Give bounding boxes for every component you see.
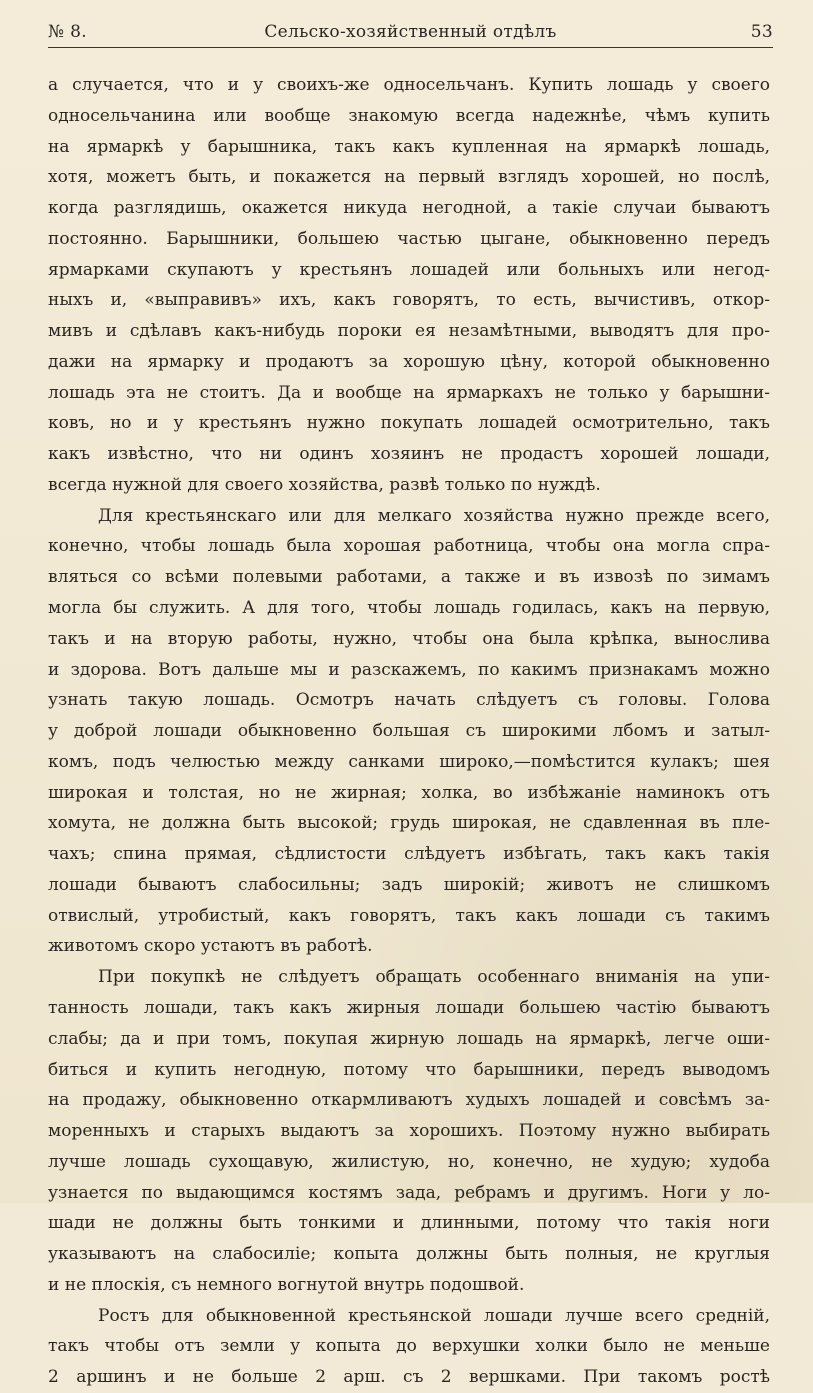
- text-line: Ростъ для обыкновенной крестьянской лошади лучше всего средній,: [98, 1305, 770, 1326]
- text-line: дажи на ярмарку и продаютъ за хорошую цѣну, которой обыкновенно: [48, 351, 770, 372]
- text-line: мивъ и сдѣлавъ какъ-нибудь пороки ея незамѣтными, выводятъ для про-: [48, 321, 770, 342]
- text-line: какъ извѣстно, что ни одинъ хозяинъ не продастъ хорошей лошади,: [48, 444, 770, 465]
- text-line: Для крестьянскаго или для мелкаго хозяйства нужно прежде всего,: [98, 505, 770, 526]
- text-line: отвислый, утробистый, какъ говорятъ, такъ какъ лошади съ такимъ: [48, 905, 770, 926]
- text-line: постоянно. Барышники, большею частью цыгане, обыкновенно передъ: [48, 228, 770, 249]
- text-line: При покупкѣ не слѣдуетъ обращать особеннаго вниманія на упи-: [98, 967, 770, 988]
- body-text: [48, 70, 770, 1393]
- page-number: 53: [750, 22, 773, 42]
- text-line: комъ, подъ челюстью между санками широко,—помѣстится кулакъ; шея: [48, 751, 770, 772]
- text-line: узнать такую лошадь. Осмотръ начать слѣдуетъ съ головы. Голова: [48, 690, 770, 711]
- text-line: такъ чтобы отъ земли у копыта до верхушки холки было не меньше: [48, 1336, 770, 1357]
- text-line: 2 аршинъ и не больше 2 арш. съ 2 вершками. При такомъ ростѣ: [48, 1367, 770, 1388]
- text-line: слабы; да и при томъ, покупая жирную лошадь на ярмаркѣ, легче оши-: [48, 1028, 770, 1049]
- running-head: [48, 20, 773, 46]
- text-line: всегда нужной для своего хозяйства, развѣ только по нуждѣ.: [48, 474, 601, 495]
- text-line: вляться со всѣми полевыми работами, а также и въ извозѣ по зимамъ: [48, 567, 770, 588]
- text-line: лучше лошадь сухощавую, жилистую, но, конечно, не худую; худоба: [48, 1151, 770, 1172]
- text-line: односельчанина или вообще знакомую всегда надежнѣе, чѣмъ купить: [48, 105, 770, 126]
- text-line: узнается по выдающимся костямъ зада, ребрамъ и другимъ. Ноги у ло-: [48, 1182, 770, 1203]
- text-line: у доброй лошади обыкновенно большая съ широкими лбомъ и затыл-: [48, 721, 770, 742]
- text-line: хомута, не должна быть высокой; грудь широкая, не сдавленная въ пле-: [48, 813, 770, 834]
- text-line: и не плоскія, съ немного вогнутой внутрь подошвой.: [48, 1274, 525, 1295]
- text-line: ковъ, но и у крестьянъ нужно покупать лошадей осмотрительно, такъ: [48, 413, 770, 434]
- text-line: а случается, что и у своихъ-же односельчанъ. Купить лошадь у своего: [48, 75, 770, 95]
- text-line: танность лошади, такъ какъ жирныя лошади большею частію бываютъ: [48, 997, 770, 1018]
- text-line: конечно, чтобы лошадь была хорошая работница, чтобы она могла спра-: [48, 536, 770, 557]
- text-line: животомъ скоро устаютъ въ работѣ.: [48, 936, 373, 957]
- text-line: хотя, можетъ быть, и покажется на первый взглядъ хорошей, но послѣ,: [48, 167, 770, 188]
- text-line: моренныхъ и старыхъ выдаютъ за хорошихъ. Поэтому нужно выбирать: [48, 1121, 770, 1142]
- text-line: биться и купить негодную, потому что барышники, передъ выводомъ: [48, 1059, 770, 1080]
- text-line: ныхъ и, «выправивъ» ихъ, какъ говорятъ, то есть, вычистивъ, откор-: [48, 290, 770, 311]
- text-line: когда разглядишь, окажется никуда негодной, а такіе случаи бываютъ: [48, 198, 770, 219]
- text-line: широкая и толстая, но не жирная; холка, во избѣжаніе наминокъ отъ: [48, 782, 770, 803]
- section-title: Сельско-хозяйственный отдѣлъ: [264, 22, 557, 42]
- text-line: такъ и на вторую работы, нужно, чтобы она была крѣпка, вынослива: [48, 628, 770, 649]
- text-line: шади не должны быть тонкими и длинными, потому что такія ноги: [48, 1213, 770, 1234]
- text-line: на ярмаркѣ у барышника, такъ какъ купленная на ярмаркѣ лошадь,: [48, 136, 770, 157]
- text-line: лошадь эта не стоитъ. Да и вообще на ярмаркахъ не только у барышни-: [48, 382, 770, 403]
- text-line: указываютъ на слабосиліе; копыта должны быть полныя, не круглыя: [48, 1244, 770, 1265]
- issue-number: № 8.: [48, 22, 87, 42]
- text-line: ярмарками скупаютъ у крестьянъ лошадей или больныхъ или негод-: [48, 259, 770, 280]
- text-line: на продажу, обыкновенно откармливаютъ худыхъ лошадей и совсѣмъ за-: [48, 1090, 770, 1111]
- text-line: чахъ; спина прямая, сѣдлистости слѣдуетъ избѣгать, такъ какъ такія: [48, 844, 770, 865]
- text-line: и здорова. Вотъ дальше мы и разскажемъ, по какимъ признакамъ можно: [48, 659, 770, 680]
- text-line: лошади бываютъ слабосильны; задъ широкій; животъ не слишкомъ: [48, 874, 770, 895]
- text-line: могла бы служить. А для того, чтобы лошадь годилась, какъ на первую,: [48, 598, 770, 619]
- header-rule: [48, 47, 773, 48]
